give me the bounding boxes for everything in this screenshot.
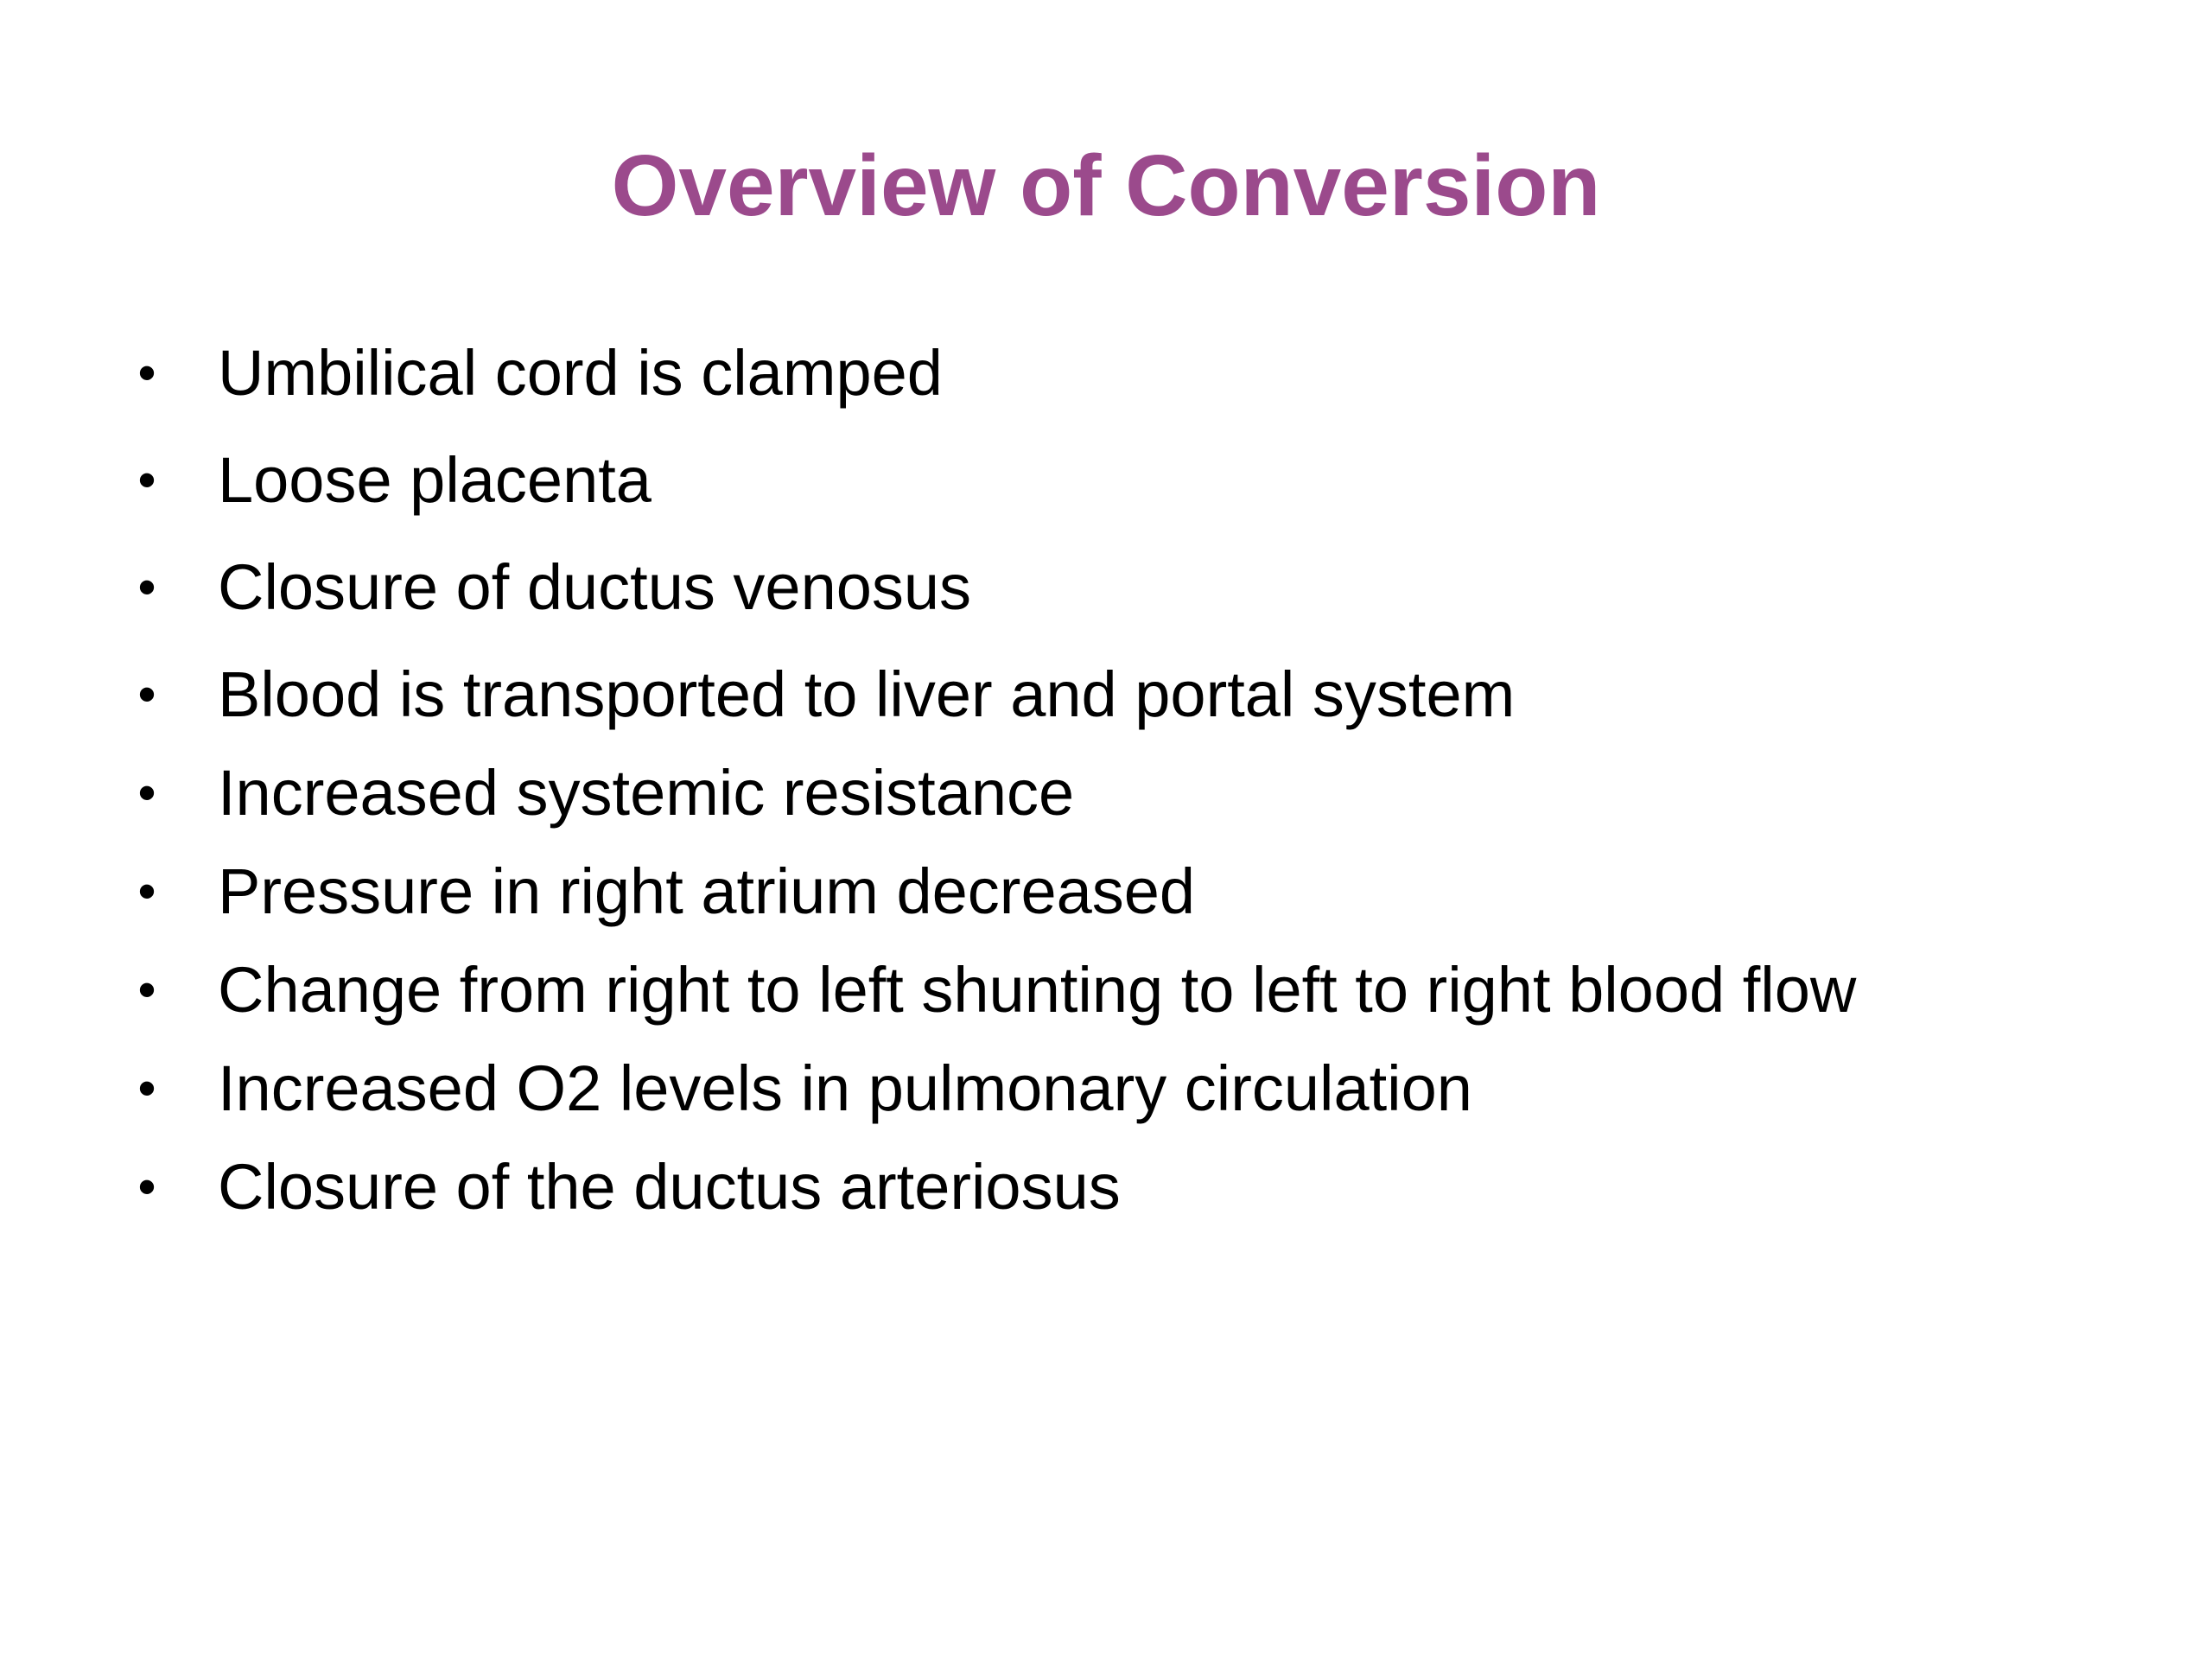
bullet-text: Pressure in right atrium decreased [218, 855, 1196, 927]
bullet-text: Umbilical cord is clamped [218, 337, 943, 409]
bullet-list [130, 324, 2117, 1236]
bullet-item [130, 941, 2117, 1039]
bullet-dot-icon: • [137, 1059, 156, 1117]
bullet-dot-icon: • [137, 451, 156, 509]
bullet-item [130, 324, 2117, 423]
bullet-dot-icon: • [137, 1158, 156, 1216]
bullet-dot-icon: • [137, 558, 156, 616]
bullet-text: Increased systemic resistance [218, 757, 1075, 829]
bullet-dot-icon: • [137, 764, 156, 822]
bullet-item [130, 538, 2117, 637]
bullet-item [130, 1138, 2117, 1236]
bullet-item [130, 744, 2117, 842]
bullet-dot-icon: • [137, 862, 156, 920]
bullet-item [130, 645, 2117, 744]
bullet-text: Blood is transported to liver and portal system [218, 658, 1516, 730]
bullet-item [130, 1039, 2117, 1138]
bullet-text: Change from right to left shunting to left to right blood flow [218, 954, 1857, 1026]
bullet-dot-icon: • [137, 665, 156, 723]
bullet-dot-icon: • [137, 961, 156, 1019]
bullet-text: Closure of ductus venosus [218, 551, 972, 623]
slide-title: Overview of Conversion [611, 137, 1601, 234]
bullet-item [130, 431, 2117, 530]
bullet-item [130, 842, 2117, 941]
bullet-text: Increased O2 levels in pulmonary circulation [218, 1052, 1472, 1124]
bullet-text: Closure of the ductus arteriosus [218, 1151, 1121, 1223]
bullet-dot-icon: • [137, 344, 156, 402]
bullet-text: Loose placenta [218, 444, 652, 516]
